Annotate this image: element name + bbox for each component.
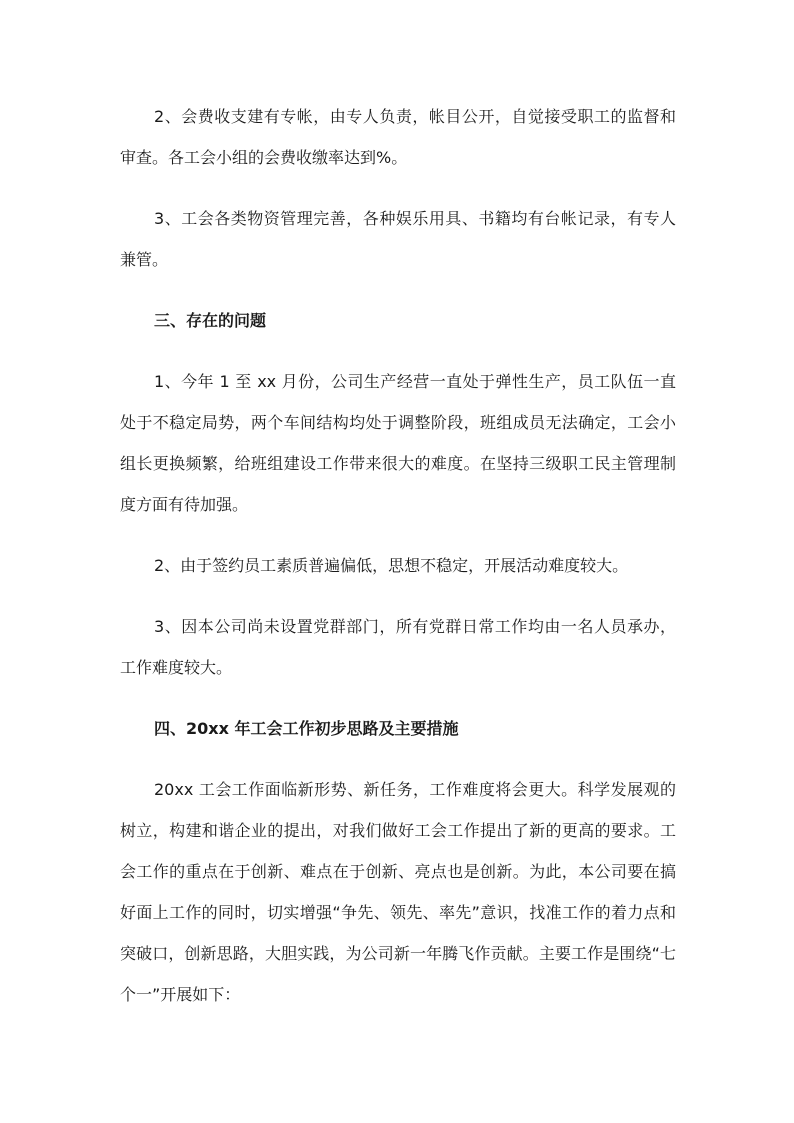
- paragraph-problem-2: 2、由于签约员工素质普遍偏低，思想不稳定，开展活动难度较大。: [154, 556, 629, 575]
- paragraph-problem-1: 1、今年 1 至 xx 月份，公司生产经营一直处于弹性生产，员工队伍一直处于不稳定局势，两个车间结构均处于调整阶段，班组成员无法确定，工会小组长更换频繁，给班组建设工作带来很大的难度。在坚持三级职工民主管理制度方面有待加强。: [120, 372, 676, 514]
- paragraph-fee-management: 2、会费收支建有专帐，由专人负责，帐目公开，自觉接受职工的监督和审查。各工会小组的会费收缴率达到%。: [120, 107, 676, 167]
- paragraph-problem-3: 3、因本公司尚未设置党群部门，所有党群日常工作均由一名人员承办，工作难度较大。: [120, 617, 676, 677]
- paragraph-plan-intro: 20xx 工会工作面临新形势、新任务，工作难度将会更大。科学发展观的树立，构建和谐企业的提出，对我们做好工会工作提出了新的更高的要求。工会工作的重点在于创新、难点在于创新、亮点也是创新。为此，本公司要在搞好面上工作的同时，切实增强“争先、领先、率先”意识，找准工作的着力点和突破口，创新思路，大胆实践，为公司新一年腾飞作贡献。主要工作是围绕“七个一”开展如下：: [120, 780, 676, 1004]
- section-heading-problems: 三、存在的问题: [154, 311, 267, 330]
- section-heading-plans: 四、20xx 年工会工作初步思路及主要措施: [154, 719, 459, 738]
- paragraph-materials-management: 3、工会各类物资管理完善，各种娱乐用具、书籍均有台帐记录，有专人兼管。: [120, 209, 676, 269]
